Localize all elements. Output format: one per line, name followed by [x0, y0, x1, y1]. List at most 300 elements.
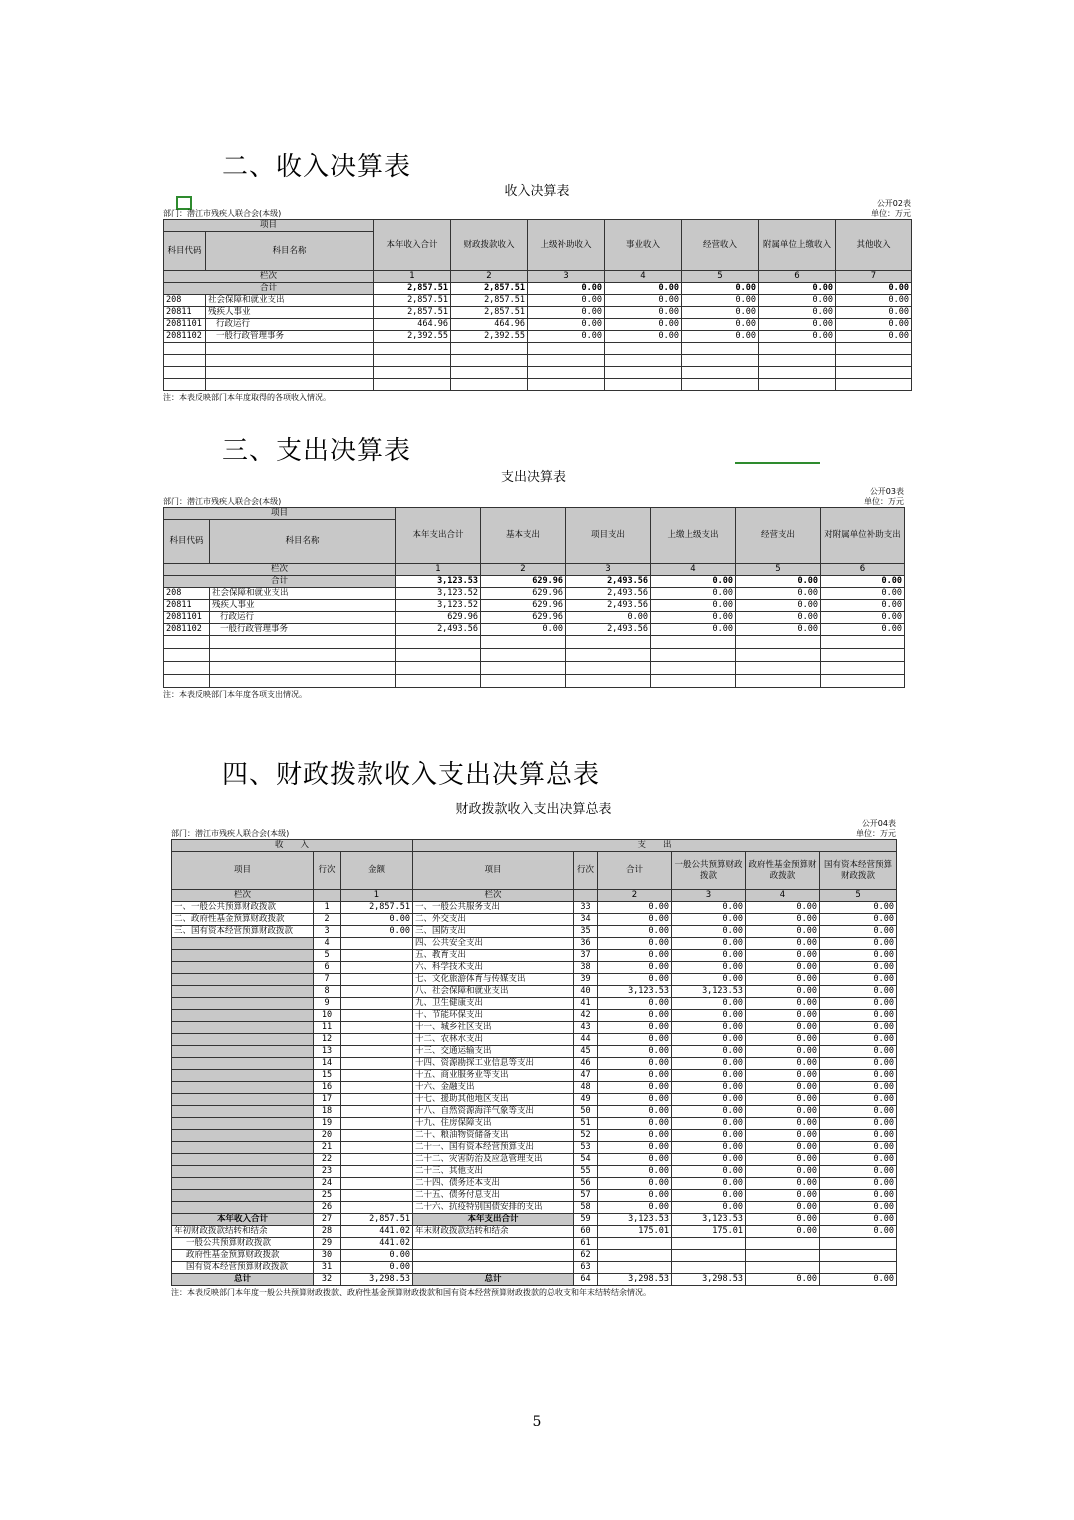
income-idx: 3 — [528, 271, 605, 283]
fiscal-cell: 2 — [314, 914, 341, 926]
expense-h-name: 科目名称 — [210, 520, 396, 564]
fiscal-row — [172, 1130, 897, 1142]
fiscal-cell: 0.00 — [746, 1178, 820, 1190]
fiscal-cell: 0.00 — [672, 902, 746, 914]
fiscal-cell: 十六、金融支出 — [413, 1082, 574, 1094]
expense-cell: 0.00 — [651, 600, 736, 612]
fiscal-row — [172, 998, 897, 1010]
fiscal-cell: 0.00 — [598, 1010, 672, 1022]
expense-code: 20811 — [164, 600, 210, 612]
expense-empty-row — [164, 662, 905, 675]
fiscal-cell: 19 — [314, 1118, 341, 1130]
income-cell: 2,857.51 — [374, 295, 451, 307]
fiscal-cell: 43 — [574, 1022, 598, 1034]
expense-code: 208 — [164, 588, 210, 600]
expense-h-col: 本年支出合计 — [396, 508, 481, 564]
expense-name: 社会保障和就业支出 — [210, 588, 396, 600]
expense-empty-row — [164, 675, 905, 688]
fiscal-row — [172, 1046, 897, 1058]
fiscal-cell: 0.00 — [672, 1034, 746, 1046]
fiscal-cell — [341, 1058, 413, 1070]
fiscal-cell: 441.02 — [341, 1226, 413, 1238]
expense-h-col: 对附属单位补助支出 — [821, 508, 905, 564]
income-table-block — [163, 180, 911, 403]
fiscal-cell: 0.00 — [746, 1130, 820, 1142]
income-h-name: 科目名称 — [206, 232, 374, 271]
expense-cell: 629.96 — [481, 588, 566, 600]
fiscal-cell: 0.00 — [820, 1094, 897, 1106]
fiscal-cell: 0.00 — [746, 1202, 820, 1214]
fiscal-table-unit: 单位：万元 — [856, 829, 896, 838]
income-cell: 0.00 — [836, 331, 912, 343]
expense-empty-row — [164, 636, 905, 649]
fiscal-cell: 0.00 — [598, 1142, 672, 1154]
fiscal-cell: 3,298.53 — [672, 1274, 746, 1286]
fiscal-cell: 0.00 — [746, 1094, 820, 1106]
fiscal-table-code: 公开04表 — [861, 819, 896, 828]
fiscal-cell: 0.00 — [746, 1118, 820, 1130]
fiscal-cell: 政府性基金预算财政拨款 — [172, 1250, 314, 1262]
fiscal-cell — [341, 1022, 413, 1034]
fiscal-cell: 30 — [314, 1250, 341, 1262]
fiscal-cell — [172, 1178, 314, 1190]
fiscal-row — [172, 1202, 897, 1214]
fiscal-cell: 五、教育支出 — [413, 950, 574, 962]
fiscal-cell — [172, 1022, 314, 1034]
fiscal-total-row — [172, 1214, 897, 1226]
fiscal-cell: 27 — [314, 1214, 341, 1226]
fiscal-cell: 0.00 — [746, 974, 820, 986]
income-cell: 0.00 — [605, 307, 682, 319]
fiscal-cell: 十七、援助其他地区支出 — [413, 1094, 574, 1106]
fiscal-cell — [172, 938, 314, 950]
income-table-unit: 单位：万元 — [871, 209, 911, 218]
fiscal-cell — [341, 1010, 413, 1022]
fiscal-cell: 8 — [314, 986, 341, 998]
section-heading-income: 二、收入决算表 — [222, 152, 412, 182]
fiscal-cell: 37 — [574, 950, 598, 962]
income-cell: 0.00 — [528, 307, 605, 319]
income-cell: 0.00 — [759, 295, 836, 307]
fiscal-table-title: 财政拨款收入支出决算总表 — [455, 802, 612, 817]
fiscal-cell: 0.00 — [820, 1130, 897, 1142]
income-h-col: 财政拨款收入 — [451, 220, 528, 271]
expense-total-cell: 2,493.56 — [566, 576, 651, 588]
income-total-cell: 0.00 — [836, 283, 912, 295]
fiscal-cell: 0.00 — [746, 938, 820, 950]
fiscal-cell — [341, 1070, 413, 1082]
fiscal-cell: 0.00 — [746, 926, 820, 938]
fiscal-cell — [341, 1046, 413, 1058]
fiscal-cell: 0.00 — [598, 902, 672, 914]
fiscal-cell: 0.00 — [820, 926, 897, 938]
income-cell: 0.00 — [682, 295, 759, 307]
fiscal-cell: 国有资本经营预算财政拨款 — [172, 1262, 314, 1274]
fiscal-cell: 0.00 — [672, 1190, 746, 1202]
fiscal-cell — [172, 1130, 314, 1142]
page-number: 5 — [532, 1414, 542, 1430]
income-cell: 2,392.55 — [451, 331, 528, 343]
fiscal-cell — [672, 1238, 746, 1250]
expense-name: 一般行政管理事务 — [210, 624, 396, 636]
fiscal-cell — [172, 1070, 314, 1082]
fiscal-cell: 八、社会保障和就业支出 — [413, 986, 574, 998]
section-heading-fiscal: 四、财政拨款收入支出决算总表 — [222, 760, 601, 790]
income-name: 行政运行 — [206, 319, 374, 331]
income-name: 一般行政管理事务 — [206, 331, 374, 343]
fiscal-cell: 0.00 — [672, 1094, 746, 1106]
fiscal-row — [172, 914, 897, 926]
fiscal-cell — [746, 1262, 820, 1274]
fiscal-cell: 0.00 — [746, 1070, 820, 1082]
fiscal-cell: 0.00 — [598, 1082, 672, 1094]
fiscal-h-item: 项目 — [172, 852, 314, 890]
income-cell: 464.96 — [451, 319, 528, 331]
fiscal-cell: 1 — [314, 902, 341, 914]
fiscal-tail-row — [172, 1250, 897, 1262]
fiscal-cell: 175.01 — [598, 1226, 672, 1238]
fiscal-cell: 0.00 — [746, 1274, 820, 1286]
fiscal-cell — [341, 974, 413, 986]
fiscal-row — [172, 1070, 897, 1082]
fiscal-cell: 0.00 — [598, 1154, 672, 1166]
fiscal-cell: 二、外交支出 — [413, 914, 574, 926]
fiscal-cell: 0.00 — [672, 1178, 746, 1190]
fiscal-grand-row — [172, 1274, 897, 1286]
fiscal-cell: 二十一、国有资本经营预算支出 — [413, 1142, 574, 1154]
fiscal-cell: 0.00 — [672, 1130, 746, 1142]
fiscal-cell: 0.00 — [746, 1010, 820, 1022]
fiscal-cell: 40 — [574, 986, 598, 998]
income-cell: 2,392.55 — [374, 331, 451, 343]
expense-h-col: 基本支出 — [481, 508, 566, 564]
fiscal-cell: 0.00 — [746, 950, 820, 962]
fiscal-cell: 0.00 — [598, 1034, 672, 1046]
expense-row — [164, 624, 905, 636]
fiscal-cell: 0.00 — [820, 1118, 897, 1130]
fiscal-cell: 0.00 — [672, 1022, 746, 1034]
fiscal-cell: 441.02 — [341, 1238, 413, 1250]
fiscal-h-line: 行次 — [574, 852, 598, 890]
fiscal-cell: 3,298.53 — [598, 1274, 672, 1286]
fiscal-cell: 0.00 — [598, 962, 672, 974]
fiscal-cell: 0.00 — [820, 962, 897, 974]
fiscal-cell: 0.00 — [672, 914, 746, 926]
fiscal-row — [172, 1166, 897, 1178]
fiscal-cell: 0.00 — [672, 974, 746, 986]
fiscal-row — [172, 1178, 897, 1190]
fiscal-cell: 57 — [574, 1190, 598, 1202]
fiscal-cell — [172, 1142, 314, 1154]
fiscal-cell: 0.00 — [820, 1046, 897, 1058]
fiscal-cell: 49 — [574, 1094, 598, 1106]
fiscal-row — [172, 1034, 897, 1046]
fiscal-cell: 0.00 — [820, 1142, 897, 1154]
fiscal-cell — [341, 1178, 413, 1190]
fiscal-cell: 64 — [574, 1274, 598, 1286]
fiscal-cell: 六、科学技术支出 — [413, 962, 574, 974]
fiscal-cell — [341, 1154, 413, 1166]
fiscal-row — [172, 974, 897, 986]
expense-cell: 3,123.52 — [396, 588, 481, 600]
fiscal-cell: 0.00 — [746, 986, 820, 998]
income-empty-row — [164, 367, 912, 379]
income-h-col: 经营收入 — [682, 220, 759, 271]
fiscal-cell: 46 — [574, 1058, 598, 1070]
expense-h-col: 上缴上级支出 — [651, 508, 736, 564]
fiscal-cell — [672, 1250, 746, 1262]
income-h-col: 其他收入 — [836, 220, 912, 271]
fiscal-cell — [341, 1082, 413, 1094]
fiscal-cell: 0.00 — [746, 1058, 820, 1070]
fiscal-cell — [341, 1202, 413, 1214]
income-idx: 7 — [836, 271, 912, 283]
fiscal-cell: 2,857.51 — [341, 902, 413, 914]
income-h-col: 附属单位上缴收入 — [759, 220, 836, 271]
expense-row — [164, 588, 905, 600]
fiscal-cell — [341, 950, 413, 962]
expense-cell: 0.00 — [651, 612, 736, 624]
expense-cell: 629.96 — [481, 612, 566, 624]
expense-cell: 2,493.56 — [566, 600, 651, 612]
fiscal-cell: 0.00 — [746, 1106, 820, 1118]
fiscal-cell: 0.00 — [820, 1178, 897, 1190]
income-h-col: 本年收入合计 — [374, 220, 451, 271]
fiscal-cell — [341, 986, 413, 998]
income-total-cell: 2,857.51 — [374, 283, 451, 295]
fiscal-cell: 26 — [314, 1202, 341, 1214]
expense-cell: 0.00 — [651, 624, 736, 636]
fiscal-cell: 41 — [574, 998, 598, 1010]
income-idx: 1 — [374, 271, 451, 283]
fiscal-table-block — [171, 798, 896, 1298]
fiscal-cell — [598, 1238, 672, 1250]
fiscal-cell: 0.00 — [820, 1082, 897, 1094]
fiscal-cell: 总计 — [172, 1274, 314, 1286]
fiscal-cell: 一、一般公共预算财政拨款 — [172, 902, 314, 914]
fiscal-cell: 0.00 — [820, 974, 897, 986]
fiscal-cell: 17 — [314, 1094, 341, 1106]
fiscal-cell: 4 — [314, 938, 341, 950]
fiscal-cell — [172, 1034, 314, 1046]
fiscal-cell: 0.00 — [598, 1118, 672, 1130]
fiscal-cell: 0.00 — [820, 950, 897, 962]
expense-cell: 0.00 — [736, 624, 821, 636]
income-empty-row — [164, 343, 912, 355]
fiscal-cell: 38 — [574, 962, 598, 974]
fiscal-cell: 0.00 — [598, 1106, 672, 1118]
fiscal-cell: 44 — [574, 1034, 598, 1046]
fiscal-cell: 0.00 — [598, 938, 672, 950]
fiscal-cell: 0.00 — [746, 1154, 820, 1166]
expense-cell: 0.00 — [821, 600, 905, 612]
fiscal-cell — [172, 962, 314, 974]
fiscal-cell: 7 — [314, 974, 341, 986]
fiscal-cell — [746, 1238, 820, 1250]
fiscal-cell: 0.00 — [746, 1166, 820, 1178]
fiscal-h-item: 项目 — [413, 852, 574, 890]
fiscal-cell: 十四、资源勘探工业信息等支出 — [413, 1058, 574, 1070]
income-total-cell: 2,857.51 — [451, 283, 528, 295]
income-cell: 2,857.51 — [374, 307, 451, 319]
fiscal-cell — [341, 1106, 413, 1118]
fiscal-cell — [413, 1262, 574, 1274]
expense-cell: 2,493.56 — [566, 588, 651, 600]
fiscal-cell: 0.00 — [598, 1058, 672, 1070]
fiscal-row — [172, 1118, 897, 1130]
income-dept: 部门：潜江市残疾人联合会(本级) — [163, 209, 282, 218]
expense-total-cell: 0.00 — [736, 576, 821, 588]
fiscal-cell: 15 — [314, 1070, 341, 1082]
expense-cell: 0.00 — [821, 588, 905, 600]
fiscal-cell: 21 — [314, 1142, 341, 1154]
expense-note: 注：本表反映部门本年度各项支出情况。 — [163, 690, 307, 699]
fiscal-cell: 0.00 — [820, 1106, 897, 1118]
expense-name: 残疾人事业 — [210, 600, 396, 612]
income-code: 208 — [164, 295, 206, 307]
expense-cell: 0.00 — [736, 600, 821, 612]
income-cell: 2,857.51 — [451, 295, 528, 307]
expense-total-row — [164, 576, 905, 588]
fiscal-cell: 47 — [574, 1070, 598, 1082]
fiscal-cell: 二十二、灾害防治及应急管理支出 — [413, 1154, 574, 1166]
income-empty-row — [164, 379, 912, 391]
fiscal-cell: 0.00 — [672, 1082, 746, 1094]
expense-cell: 629.96 — [396, 612, 481, 624]
income-table-code: 公开02表 — [876, 199, 911, 208]
fiscal-cell: 36 — [574, 938, 598, 950]
fiscal-cell — [598, 1250, 672, 1262]
fiscal-cell: 24 — [314, 1178, 341, 1190]
fiscal-cell: 56 — [574, 1178, 598, 1190]
income-code: 2081102 — [164, 331, 206, 343]
fiscal-row — [172, 986, 897, 998]
expense-idx: 4 — [651, 564, 736, 576]
income-name: 社会保障和就业支出 — [206, 295, 374, 307]
fiscal-cell — [172, 1094, 314, 1106]
expense-cell: 0.00 — [736, 612, 821, 624]
fiscal-cell: 0.00 — [672, 1070, 746, 1082]
fiscal-lanci: 栏次 — [172, 890, 314, 902]
fiscal-cell: 0.00 — [820, 1202, 897, 1214]
fiscal-cell: 0.00 — [746, 1142, 820, 1154]
expense-code: 2081101 — [164, 612, 210, 624]
expense-idx: 3 — [566, 564, 651, 576]
fiscal-cell — [598, 1262, 672, 1274]
expense-h-col: 项目支出 — [566, 508, 651, 564]
fiscal-cell: 0.00 — [598, 1178, 672, 1190]
fiscal-idx: 3 — [672, 890, 746, 902]
fiscal-cell: 0.00 — [598, 1166, 672, 1178]
income-total-row — [164, 283, 912, 295]
fiscal-cell: 3,123.53 — [672, 986, 746, 998]
fiscal-cell: 二十四、债务还本支出 — [413, 1178, 574, 1190]
fiscal-cell: 23 — [314, 1166, 341, 1178]
expense-code: 2081102 — [164, 624, 210, 636]
fiscal-cell: 35 — [574, 926, 598, 938]
fiscal-cell: 59 — [574, 1214, 598, 1226]
fiscal-cell: 0.00 — [820, 1226, 897, 1238]
income-total-cell: 0.00 — [605, 283, 682, 295]
fiscal-cell: 0.00 — [746, 914, 820, 926]
fiscal-cell: 十九、住房保障支出 — [413, 1118, 574, 1130]
fiscal-cell — [746, 1250, 820, 1262]
fiscal-cell: 18 — [314, 1106, 341, 1118]
fiscal-cell: 一般公共预算财政拨款 — [172, 1238, 314, 1250]
expense-cell: 0.00 — [566, 612, 651, 624]
fiscal-cell: 61 — [574, 1238, 598, 1250]
fiscal-cell: 0.00 — [598, 1094, 672, 1106]
fiscal-h-amount: 金额 — [341, 852, 413, 890]
fiscal-cell: 0.00 — [598, 1070, 672, 1082]
fiscal-cell: 62 — [574, 1250, 598, 1262]
fiscal-cell — [172, 1046, 314, 1058]
income-idx: 2 — [451, 271, 528, 283]
fiscal-cell: 34 — [574, 914, 598, 926]
fiscal-cell — [172, 974, 314, 986]
fiscal-cell: 二十五、债务付息支出 — [413, 1190, 574, 1202]
income-cell: 0.00 — [836, 295, 912, 307]
fiscal-cell: 0.00 — [672, 1154, 746, 1166]
fiscal-cell: 0.00 — [746, 902, 820, 914]
fiscal-cell — [172, 1166, 314, 1178]
fiscal-cell: 51 — [574, 1118, 598, 1130]
income-cell: 0.00 — [528, 295, 605, 307]
fiscal-cell: 22 — [314, 1154, 341, 1166]
fiscal-cell: 十、节能环保支出 — [413, 1010, 574, 1022]
fiscal-row — [172, 950, 897, 962]
fiscal-cell: 10 — [314, 1010, 341, 1022]
fiscal-cell: 十八、自然资源海洋气象等支出 — [413, 1106, 574, 1118]
fiscal-h-col: 国有资本经营预算财政拨款 — [820, 852, 897, 890]
fiscal-cell: 0.00 — [746, 962, 820, 974]
fiscal-cell — [341, 1142, 413, 1154]
fiscal-row — [172, 1190, 897, 1202]
fiscal-cell: 12 — [314, 1034, 341, 1046]
fiscal-row — [172, 926, 897, 938]
expense-total-label: 合计 — [164, 576, 396, 588]
fiscal-cell: 0.00 — [820, 1058, 897, 1070]
fiscal-cell: 0.00 — [820, 914, 897, 926]
fiscal-cell: 0.00 — [341, 926, 413, 938]
fiscal-tail-row — [172, 1262, 897, 1274]
income-cell: 0.00 — [759, 331, 836, 343]
fiscal-cell: 52 — [574, 1130, 598, 1142]
fiscal-cell — [672, 1262, 746, 1274]
fiscal-cell: 0.00 — [820, 1022, 897, 1034]
income-cell: 0.00 — [682, 307, 759, 319]
expense-idx: 1 — [396, 564, 481, 576]
fiscal-cell: 0.00 — [820, 1010, 897, 1022]
fiscal-cell: 0.00 — [598, 1202, 672, 1214]
income-total-cell: 0.00 — [528, 283, 605, 295]
expense-h-item: 项目 — [164, 508, 396, 520]
fiscal-cell: 本年支出合计 — [413, 1214, 574, 1226]
fiscal-cell: 0.00 — [672, 1106, 746, 1118]
income-row — [164, 295, 912, 307]
fiscal-row — [172, 1058, 897, 1070]
fiscal-idx: 5 — [820, 890, 897, 902]
expense-table — [163, 507, 905, 688]
fiscal-cell: 0.00 — [598, 1190, 672, 1202]
fiscal-cell: 33 — [574, 902, 598, 914]
fiscal-cell: 0.00 — [820, 938, 897, 950]
fiscal-row — [172, 1022, 897, 1034]
fiscal-cell: 0.00 — [598, 950, 672, 962]
fiscal-cell — [413, 1238, 574, 1250]
income-cell: 0.00 — [528, 331, 605, 343]
income-idx: 5 — [682, 271, 759, 283]
